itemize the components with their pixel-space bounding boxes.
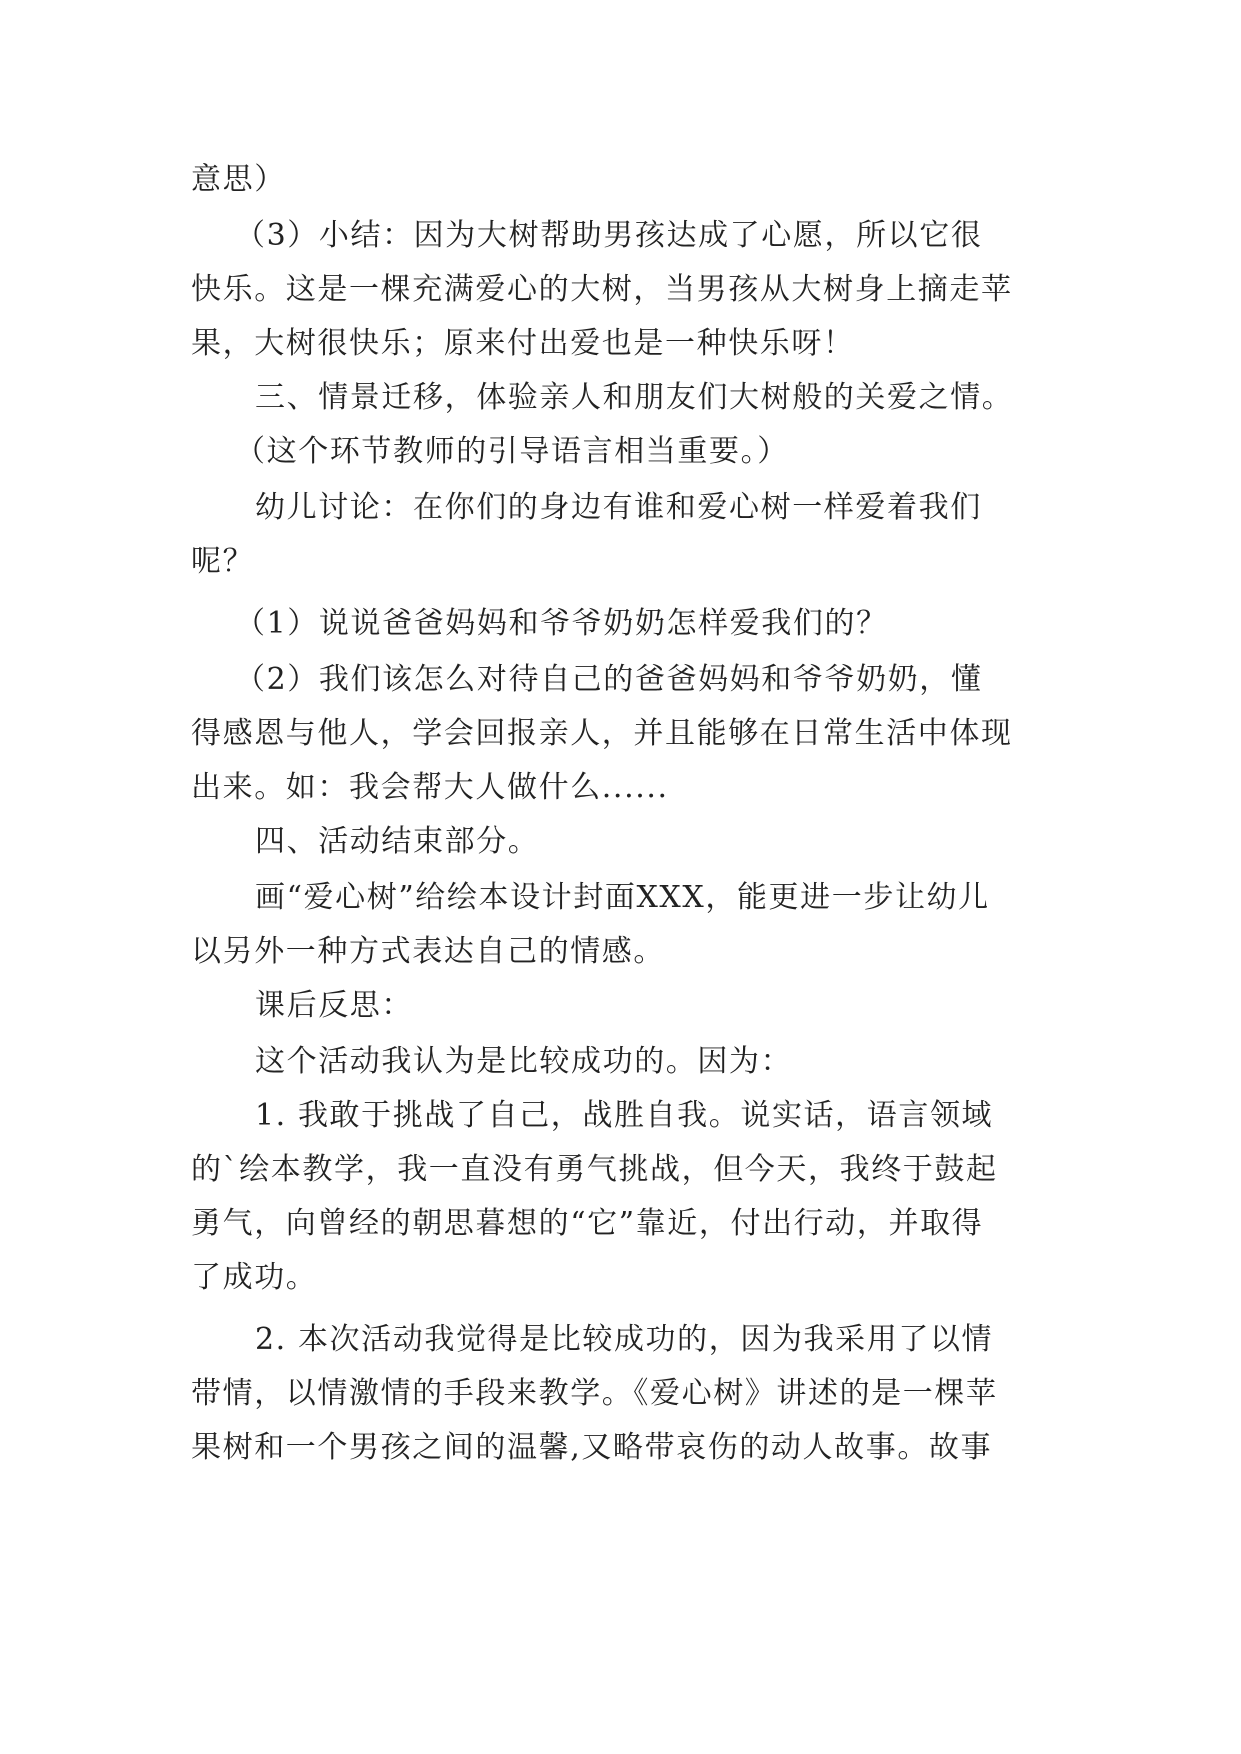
text-line: 带情，以情激情的手段来教学。《爱心树》讲述的是一棵苹 <box>191 1376 998 1411</box>
text-line: 这个活动我认为是比较成功的。因为： <box>255 1044 793 1079</box>
text-line: 以另外一种方式表达自己的情感。 <box>191 934 665 969</box>
text-line: 得感恩与他人，学会回报亲人，并且能够在日常生活中体现 <box>191 716 1013 751</box>
text-line: 四、活动结束部分。 <box>255 824 540 859</box>
text-line: （1）说说爸爸妈妈和爷爷奶奶怎样爱我们的？ <box>235 606 888 641</box>
text-line: 的`绘本教学，我一直没有勇气挑战，但今天，我终于鼓起 <box>191 1152 998 1187</box>
text-line: 快乐。这是一棵充满爱心的大树，当男孩从大树身上摘走苹 <box>191 272 1013 307</box>
text-line: （2）我们该怎么对待自己的爸爸妈妈和爷爷奶奶，懂 <box>235 662 983 697</box>
text-line: 果树和一个男孩之间的温馨,又略带哀伤的动人故事。故事 <box>191 1430 993 1465</box>
text-line: 1. 我敢于挑战了自己，战胜自我。说实话，语言领域 <box>255 1098 994 1133</box>
text-line: （3）小结：因为大树帮助男孩达成了心愿，所以它很 <box>235 218 983 253</box>
text-line: 呢？ <box>191 544 255 579</box>
text-line: 画“爱心树”给绘本设计封面XXX，能更进一步让幼儿 <box>255 880 990 915</box>
text-line: 幼儿讨论：在你们的身边有谁和爱心树一样爱着我们 <box>255 490 982 525</box>
text-line: 勇气，向曾经的朝思暮想的“它”靠近，付出行动，并取得 <box>191 1206 984 1241</box>
text-line: （这个环节教师的引导语言相当重要。） <box>235 434 789 469</box>
text-line: 出来。如：我会帮大人做什么...... <box>191 770 669 805</box>
text-line: 2. 本次活动我觉得是比较成功的，因为我采用了以情 <box>255 1322 994 1357</box>
text-line: 果，大树很快乐；原来付出爱也是一种快乐呀！ <box>191 326 855 361</box>
text-line: 课后反思： <box>255 988 413 1023</box>
text-line: 了成功。 <box>191 1260 318 1295</box>
text-line: 意思） <box>191 162 286 197</box>
text-line: 三、情景迁移，体验亲人和朋友们大树般的关爱之情。 <box>255 380 1014 415</box>
